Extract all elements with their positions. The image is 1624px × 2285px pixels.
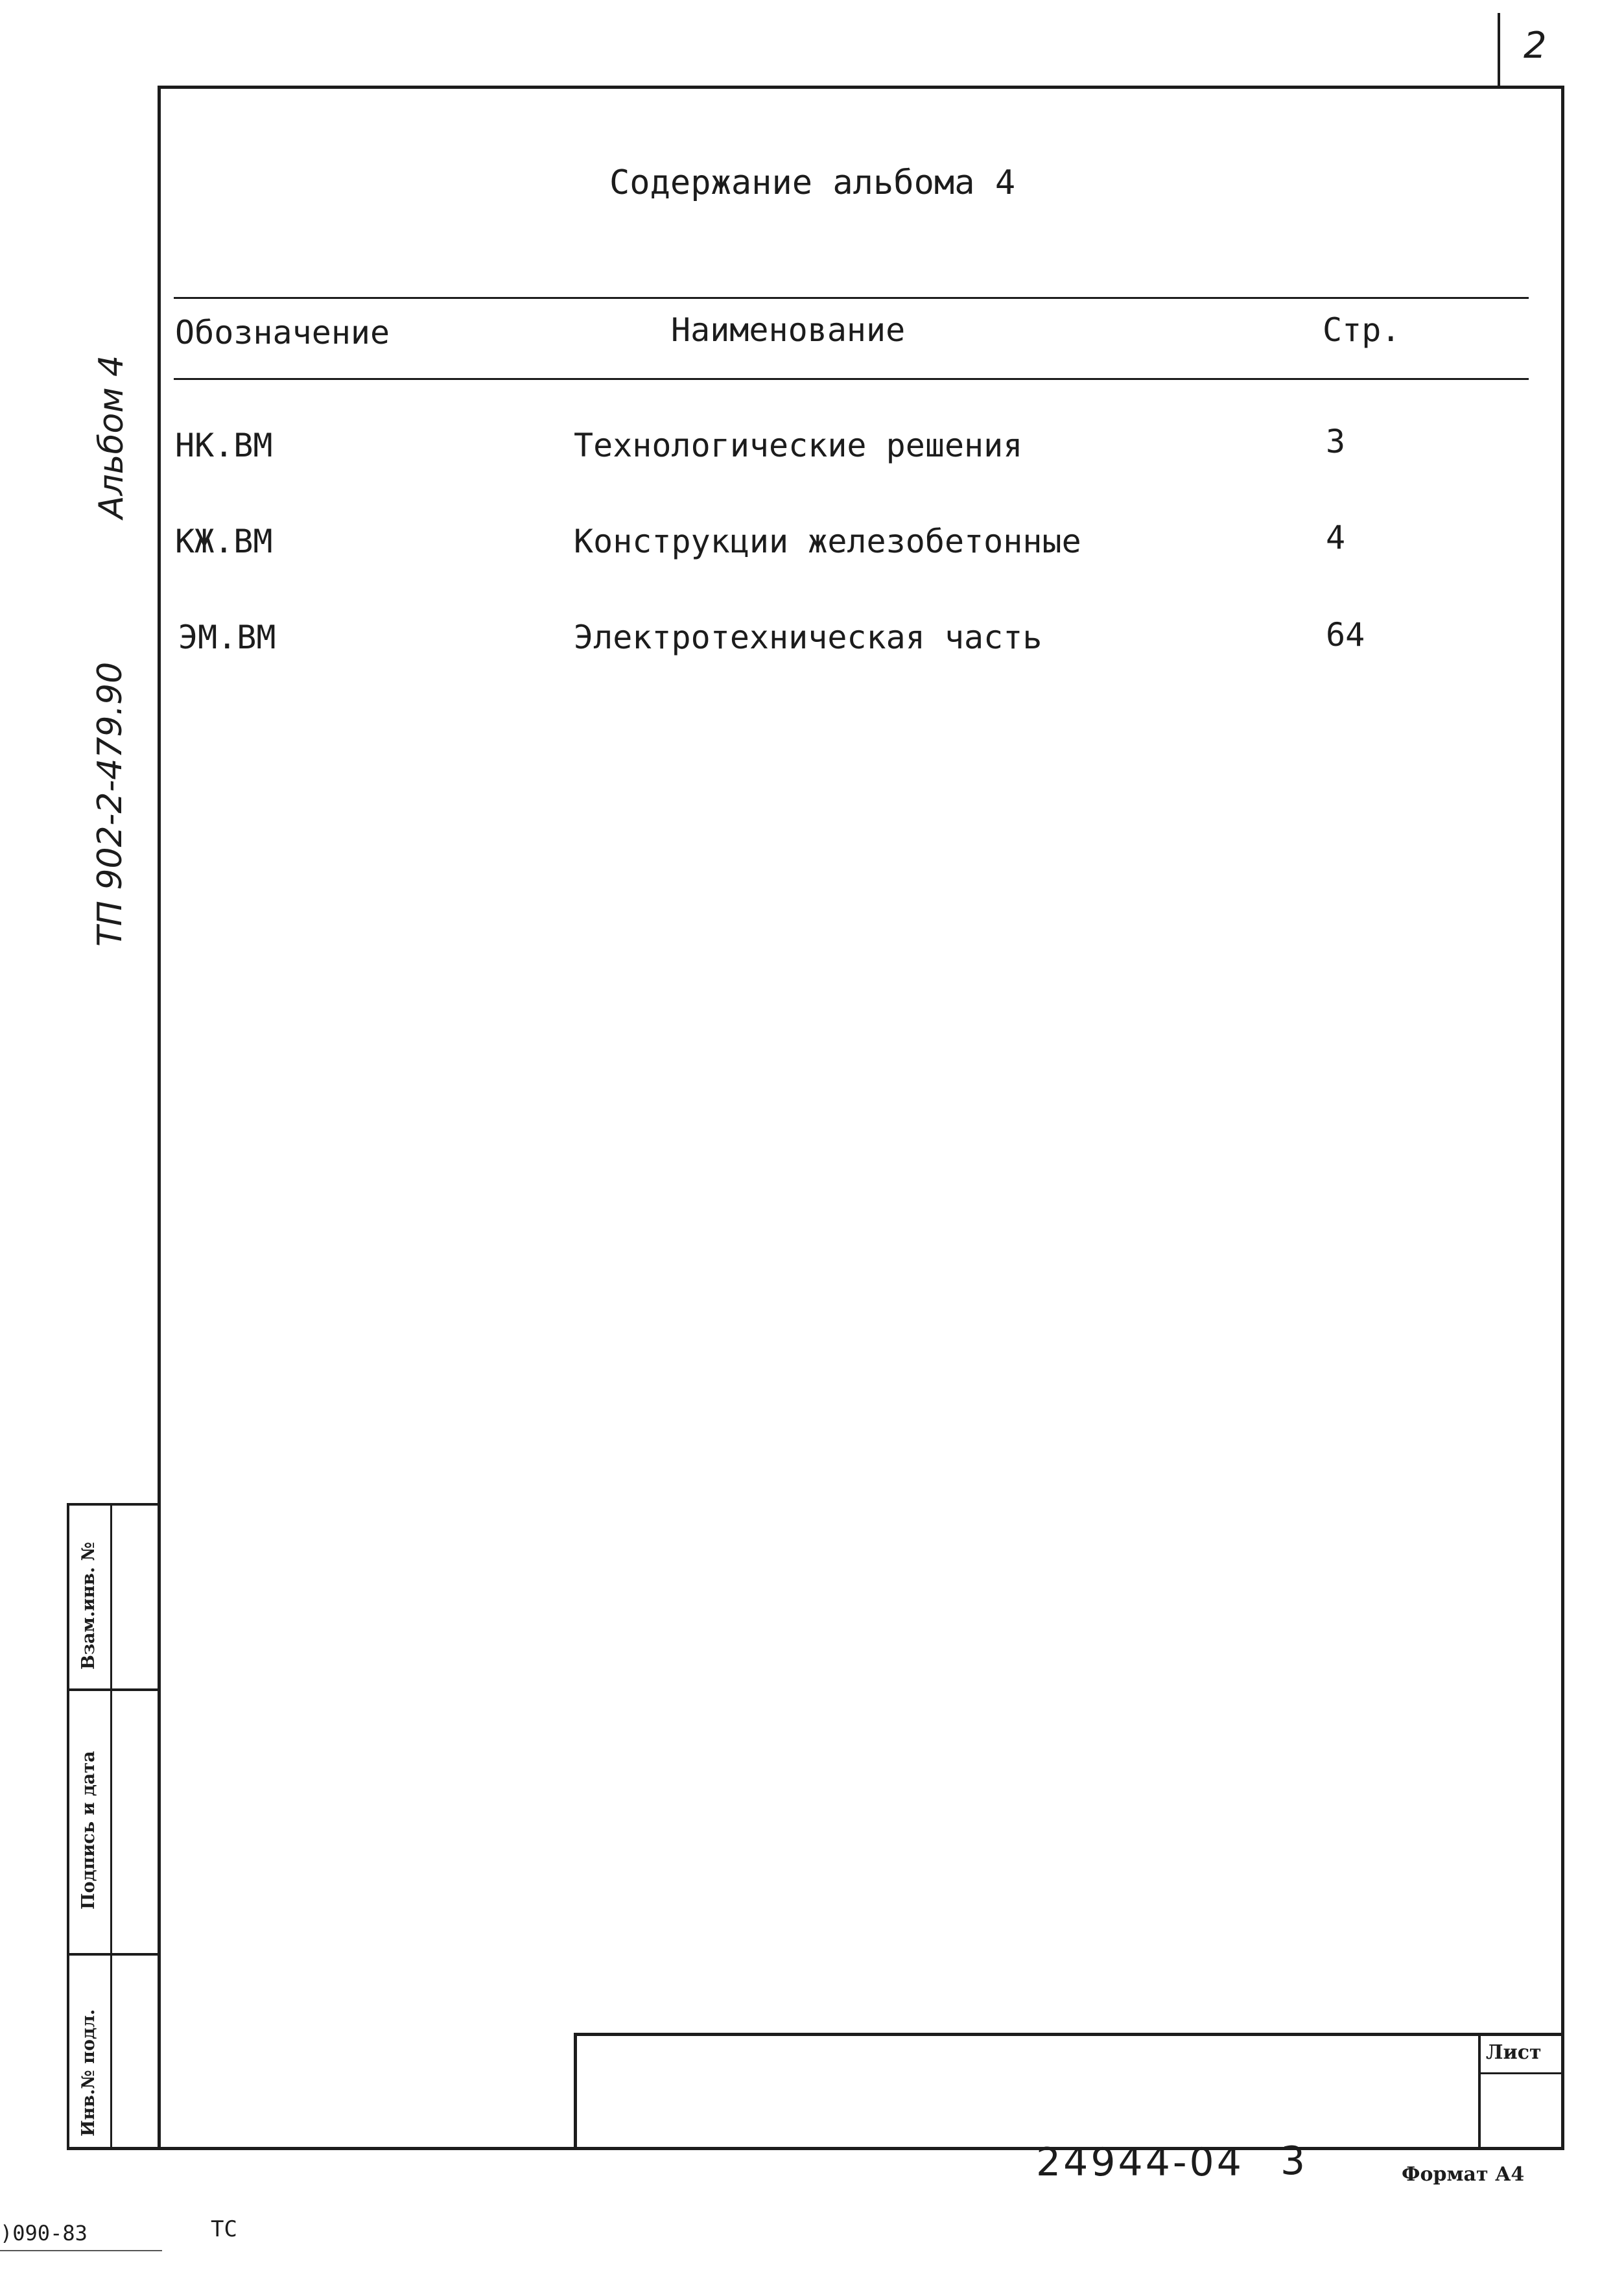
form-code: )090-83: [0, 2221, 88, 2245]
stamp-divider-1: [67, 1688, 161, 1691]
sheet-number-divider: [1498, 13, 1500, 86]
stamp-substitute-inv: Взам.инв. №: [78, 1541, 99, 1670]
header-page: Стр.: [1323, 311, 1401, 349]
frame-top: [158, 86, 1564, 89]
title-block-sheet-label: Лист: [1486, 2041, 1542, 2064]
header-name: Наименование: [671, 311, 906, 349]
table-row-3-designation: ЭМ.ВМ: [178, 619, 276, 656]
title-block-top: [574, 2033, 1564, 2036]
stamp-left-edge: [67, 1503, 69, 2150]
table-row-2-name: Конструкции железобетонные: [574, 523, 1081, 560]
marker: ТС: [211, 2216, 237, 2242]
table-row-1-designation: НК.ВМ: [175, 427, 273, 464]
stamp-inv-original: Инв.№ подл.: [78, 2009, 99, 2137]
title-block-sheet-label-rule: [1478, 2072, 1564, 2074]
side-designation: ТП 902-2-479.90: [91, 661, 130, 947]
title-block-sheet-divider: [1478, 2033, 1481, 2149]
frame-right: [1561, 86, 1564, 2150]
table-row-3-page: 64: [1326, 616, 1365, 654]
stamp-inner-edge: [110, 1503, 112, 2150]
table-row-2-page: 4: [1326, 519, 1346, 556]
frame-left: [158, 86, 161, 2150]
table-row-1-page: 3: [1326, 423, 1346, 460]
stamp-bottom: [67, 2147, 161, 2150]
page-number: 3: [1280, 2138, 1306, 2184]
title-block-left: [574, 2033, 577, 2149]
table-rule-top: [174, 297, 1529, 299]
archive-number: 24944-04: [1036, 2140, 1244, 2185]
sheet-number: 2: [1524, 25, 1547, 67]
page-title: Содержание альбома 4: [609, 163, 1016, 202]
stamp-divider-2: [67, 1953, 161, 1956]
format-label: Формат А4: [1402, 2163, 1525, 2186]
table-row-2-designation: КЖ.ВМ: [175, 523, 273, 560]
frame-bottom: [158, 2147, 1564, 2150]
table-row-1-name: Технологические решения: [574, 427, 1023, 464]
table-rule-header: [174, 378, 1529, 380]
form-code-underline: [0, 2250, 162, 2251]
stamp-signature-date: Подпись и дата: [78, 1751, 99, 1910]
side-album: Альбом 4: [92, 355, 131, 519]
table-row-3-name: Электротехническая часть: [574, 619, 1042, 656]
header-designation: Обозначение: [175, 314, 390, 351]
stamp-top: [67, 1503, 161, 1506]
